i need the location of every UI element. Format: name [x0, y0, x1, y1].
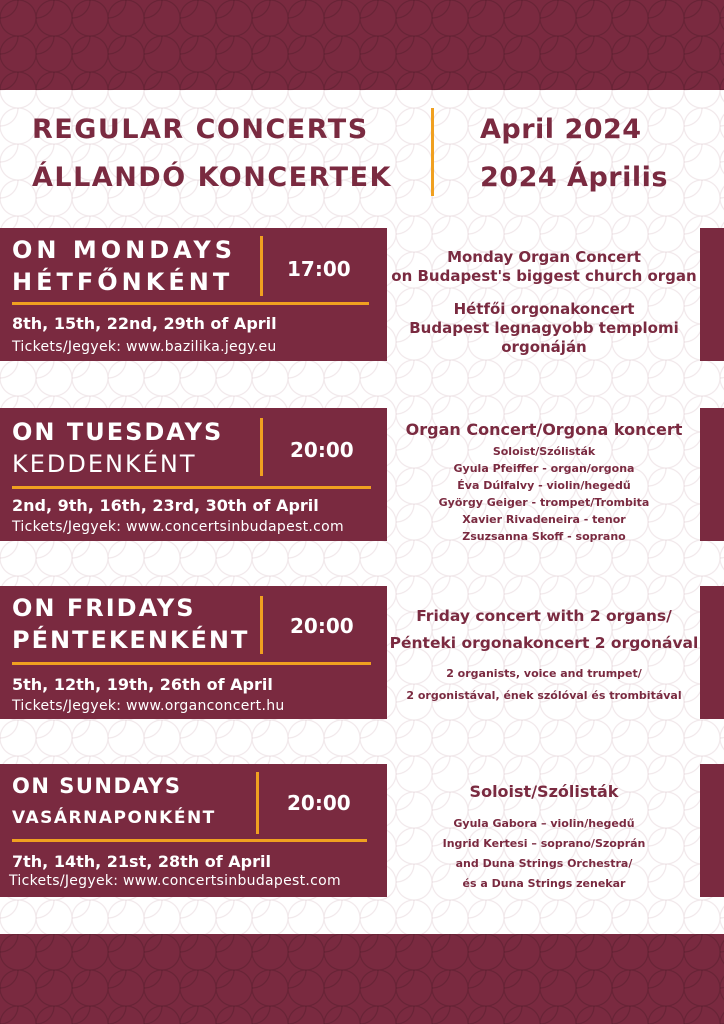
card-divider [256, 772, 259, 834]
title-line: Pénteki orgonakoncert 2 orgonával [389, 634, 699, 652]
concert-description-sunday [388, 782, 700, 894]
heading-month-en: April 2024 [480, 114, 642, 145]
day-hu: PÉNTEKENKÉNT [12, 626, 250, 654]
concert-dates: 7th, 14th, 21st, 28th of April [12, 852, 271, 871]
detail-line: 2 organists, voice and trumpet/ [446, 667, 642, 680]
card-underline [12, 839, 367, 842]
day-en: ON MONDAYS [12, 236, 237, 264]
concert-description-monday [388, 248, 700, 357]
heading-month-hu: 2024 Április [480, 162, 668, 193]
performer-line: Ingrid Kertesi – soprano/Szoprán [442, 837, 646, 850]
day-en: ON TUESDAYS [12, 418, 224, 446]
concert-card-friday [0, 586, 387, 719]
day-en: ON FRIDAYS [12, 594, 196, 622]
title-line: Soloist/Szólisták [469, 782, 619, 801]
day-hu: KEDDENKÉNT [12, 450, 197, 478]
performer-line: és a Duna Strings zenekar [462, 877, 626, 890]
tickets-link[interactable]: Tickets/Jegyek: www.concertsinbudapest.com [9, 873, 341, 889]
day-en: ON SUNDAYS [12, 774, 182, 798]
card-divider [260, 418, 263, 476]
tickets-link[interactable]: Tickets/Jegyek: www.concertsinbudapest.com [12, 519, 344, 535]
side-block-monday [700, 228, 724, 361]
card-divider [260, 236, 263, 296]
concert-time: 20:00 [290, 614, 354, 638]
card-divider [260, 596, 263, 654]
performer-line: Gyula Pfeiffer - organ/orgona [453, 462, 635, 475]
concert-time: 20:00 [287, 791, 351, 815]
performer-line: Xavier Rivadeneira - tenor [462, 513, 626, 526]
side-block-tuesday [700, 408, 724, 541]
performer-line: Soloist/Szólisták [492, 445, 596, 458]
card-underline [12, 662, 371, 665]
title-line: Budapest legnagyobb templomi [409, 319, 679, 337]
concert-time: 20:00 [290, 438, 354, 462]
title-line: orgonáján [501, 338, 587, 356]
concert-card-monday [0, 228, 387, 361]
concert-dates: 2nd, 9th, 16th, 23rd, 30th of April [12, 496, 319, 515]
concert-dates: 8th, 15th, 22nd, 29th of April [12, 314, 277, 333]
performer-line: Gyula Gabora – violin/hegedű [453, 817, 635, 830]
performer-line: Éva Dúlfalvy - violin/hegedű [457, 479, 631, 492]
detail-line: 2 orgonistával, ének szólóval és trombitával [406, 689, 682, 702]
performer-line: György Geiger - trompet/Trombita [438, 496, 650, 509]
title-line: Hétfői orgonakoncert [453, 300, 635, 318]
concert-description-tuesday [388, 420, 700, 545]
top-decorative-band [0, 0, 724, 90]
side-block-friday [700, 586, 724, 719]
concert-dates: 5th, 12th, 19th, 26th of April [12, 675, 273, 694]
day-hu: VASÁRNAPONKÉNT [12, 808, 216, 828]
heading-regular-concerts: REGULAR CONCERTS [32, 114, 369, 145]
title-line: Organ Concert/Orgona koncert [405, 420, 683, 439]
performer-line: Zsuzsanna Skoff - soprano [462, 530, 626, 543]
concert-card-sunday [0, 764, 387, 897]
title-line: on Budapest's biggest church organ [391, 267, 697, 285]
day-hu: HÉTFŐNKÉNT [12, 268, 234, 296]
performer-line: and Duna Strings Orchestra/ [455, 857, 633, 870]
card-underline [12, 302, 369, 305]
card-underline [12, 486, 371, 489]
side-block-sunday [700, 764, 724, 897]
header-divider [431, 108, 434, 196]
bottom-decorative-band [0, 934, 724, 1024]
tickets-link[interactable]: Tickets/Jegyek: www.bazilika.jegy.eu [12, 339, 277, 355]
heading-allando-koncertek: ÁLLANDÓ KONCERTEK [32, 162, 392, 193]
tickets-link[interactable]: Tickets/Jegyek: www.organconcert.hu [12, 698, 285, 714]
concert-description-friday [388, 603, 700, 707]
title-line: Monday Organ Concert [447, 248, 641, 266]
concert-card-tuesday [0, 408, 387, 541]
concert-time: 17:00 [287, 257, 351, 281]
title-line: Friday concert with 2 organs/ [416, 607, 672, 625]
